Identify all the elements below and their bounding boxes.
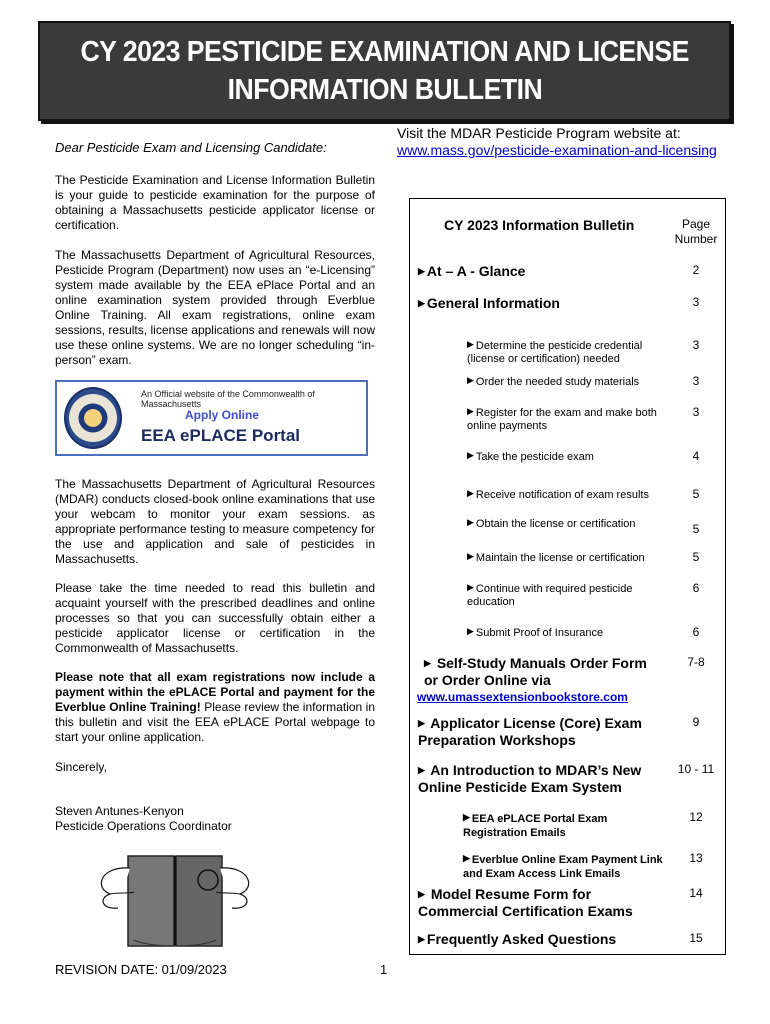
website-callout [397,125,717,159]
triangle-bullet-icon: ▶ [467,626,474,636]
official-website-text: An Official website of the Commonwealth of Massachusetts [141,389,315,409]
triangle-bullet-icon: ▶ [418,934,425,944]
triangle-bullet-icon: ▶ [418,298,425,308]
bookstore-link-row [417,688,667,706]
triangle-bullet-icon: ▶ [424,658,431,668]
toc-title: CY 2023 Information Bulletin [444,217,635,233]
registration-note-bold: Please note that all exam registrations now include a payment within the ePLACE Portal and payment for the Everblue Online Training! [55,670,375,714]
bookstore-link[interactable]: www.umassextensionbookstore.com [417,690,628,704]
massachusetts-seal-icon [64,387,122,449]
eplace-portal-banner[interactable] [55,380,368,456]
mdar-website-link[interactable]: www.mass.gov/pesticide-examination-and-licensing [397,142,717,158]
exam-paragraph: The Massachusetts Department of Agricultural Resources (MDAR) conducts closed-book online examinations that use your webcam to monitor your exam sessions. as appropriate performance testing to measure competency for the use and application and sale of pesticides in Massachusetts. [55,477,375,566]
registration-note-rest: Please review the information in this bulletin and visit the EEA ePLACE Portal webpage to start your online application. [55,700,376,744]
triangle-bullet-icon: ▶ [467,406,474,416]
title-line-2: INFORMATION BULLETIN [227,74,542,106]
triangle-bullet-icon: ▶ [418,266,425,276]
apply-online-link[interactable]: Apply Online [185,408,260,422]
title-line-1: CY 2023 PESTICIDE EXAMINATION AND LICENSE [80,36,689,68]
triangle-bullet-icon: ▶ [467,517,474,527]
triangle-bullet-icon: ▶ [418,765,425,775]
triangle-bullet-icon: ▶ [467,375,474,385]
triangle-bullet-icon: ▶ [467,488,474,498]
elicensing-paragraph: The Massachusetts Department of Agricultural Resources, Pesticide Program (Department) now uses an “e-Licensing” system made available by the EEA ePlace Portal and an online examination system provided through Everblue Online Training. All exam registrations, online exam sessions, results, license applications and renewals will now use these online systems. We are no longer scheduling “in-person” exam. [55,248,375,367]
title-banner [38,21,731,121]
triangle-bullet-icon: ▶ [467,582,474,592]
signer-title: Pesticide Operations Coordinator [55,819,232,833]
eplace-portal-title: EEA ePLACE Portal [141,426,301,445]
closing: Sincerely, [55,760,107,774]
salutation: Dear Pesticide Exam and Licensing Candidate: [55,140,327,155]
triangle-bullet-icon: ▶ [463,812,470,822]
page-number: 1 [380,962,388,977]
intro-paragraph: The Pesticide Examination and License Information Bulletin is your guide to pesticide examination for the purpose of obtaining a Massachusetts pesticide applicator license or certification. [55,173,375,232]
deadlines-paragraph: Please take the time needed to read this bulletin and acquaint yourself with the prescribed deadlines and online processes so that you can successfully obtain either a pesticide applicator license or certification in the Commonwealth of Massachusetts. [55,581,375,655]
open-book-illustration [90,848,260,953]
signer-name: Steven Antunes-Kenyon [55,804,184,818]
triangle-bullet-icon: ▶ [467,450,474,460]
triangle-bullet-icon: ▶ [467,339,474,349]
triangle-bullet-icon: ▶ [418,889,425,899]
triangle-bullet-icon: ▶ [463,853,470,863]
table-of-contents: CY 2023 Information Bulletin Page Number ▶ At – A - Glance 2 ▶ General Information 3 ▶ Determine the pesticide credential (license or certification) needed 3 ▶ Order the needed study materials 3 ▶ Register for the exam and make both online payments 3 ▶ Take the pesticide exam 4 ▶ Receive notification of exam results 5 ▶ Obtain the license or certification 5 ▶ Maintain the license or certification 5 ▶ Continue with required pesticide education 6 ▶ Submit Proof of Insurance 6 ▶ Self-Study Manuals Order Form or Order Online via 7-8 www.umassextensionbookstore.com ▶ Applicator License (Core) Exam Preparation Workshops 9 ▶ An Introduction to MDAR’s New Online Pesticide Exam System 10 - 11 ▶ EEA ePLACE Portal Exam Registration Emails 12 ▶ Everblue Online Exam Payment Link and Exam Access Link Emails 13 ▶ Model Resume Form for Commercial Certification Exams 14 ▶ Frequently Asked Questions 15 [409,198,726,955]
page-number-header: Page Number [674,217,718,246]
triangle-bullet-icon: ▶ [467,551,474,561]
registration-note [55,670,375,745]
revision-date: REVISION DATE: 01/09/2023 [55,962,227,977]
triangle-bullet-icon: ▶ [418,718,425,728]
visit-text: Visit the MDAR Pesticide Program website at: [397,125,681,141]
